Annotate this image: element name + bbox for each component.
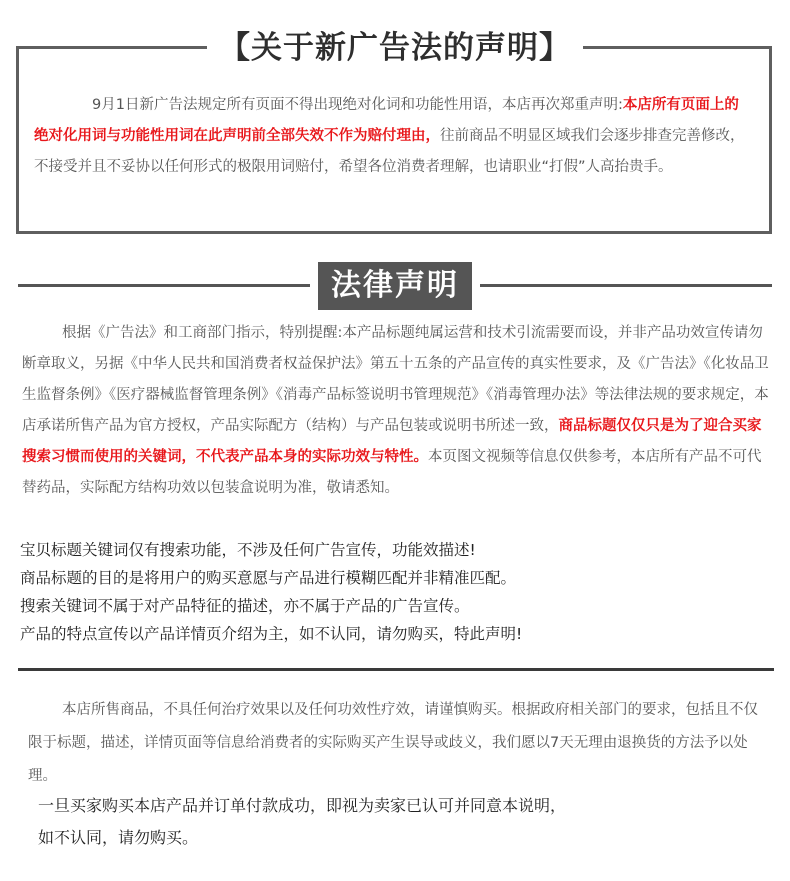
notice-red-text: 本店所有页面上的绝对化用词与功能性用词在此声明前全部失效不作为赔付理由， bbox=[34, 97, 739, 144]
legal-line: 搜索关键词不属于对产品特征的描述，亦不属于产品的广告宣传。 bbox=[20, 597, 470, 615]
disclaimer-lines bbox=[38, 790, 758, 854]
legal-statement-lines bbox=[20, 536, 772, 648]
legal-line: 宝贝标题关键词仅有搜索功能，不涉及任何广告宣传，功能效描述! bbox=[20, 541, 476, 559]
legal-paragraph bbox=[22, 318, 772, 504]
notice-paragraph bbox=[34, 90, 752, 183]
section-divider bbox=[18, 668, 774, 671]
disclaimer-line: 一旦买家购买本店产品并订单付款成功，即视为卖家已认可并同意本说明， bbox=[38, 796, 567, 815]
legal-text-1: 根据《广告法》和工商部门指示，特别提醒:本产品标题纯属运营和技术引流需要而设，并非产品功效宣传请勿断章取义，另据《中华人民共和国消费者权益保护法》第五十五条的产品宣传的真实性要求，及《广告法》《化妆品卫生监督条例》《医疗器械监督管理条例》《消毒产品标签说明书管理规范》《消毒管理办法》等法律法规的要求规定，本店承诺所售产品为官方授权，产品实际配方（结构）与产品包装或说明书所述一致， bbox=[22, 325, 769, 434]
legal-line: 产品的特点宣传以产品详情页介绍为主，如不认同，请勿购买，特此声明! bbox=[20, 625, 523, 643]
notice-text-2: 往前商品不明显区域我们会逐步排查完善修改，不接受并且不妥协以任何形式的极限用词赔付，希望各位消费者理解，也请职业“打假”人高抬贵手。 bbox=[34, 128, 745, 175]
disclaimer-line: 如不认同，请勿购买。 bbox=[38, 828, 199, 847]
notice-title bbox=[0, 28, 790, 68]
legal-text-2: 本页图文视频等信息仅供参考，本店所有产品不可代替药品，实际配方结构功效以包装盒说明为准，敬请悉知。 bbox=[22, 449, 762, 496]
notice-title-text: 【关于新广告法的声明】 bbox=[207, 30, 583, 66]
disclaimer-text: 本店所售商品，不具任何治疗效果以及任何功效性疗效，请谨慎购买。根据政府相关部门的要求，包括且不仅限于标题，描述，详情页面等信息给消费者的实际购买产生误导或歧义，我们愿以7天无理由退换货的方法予以处理。 bbox=[28, 702, 758, 784]
legal-title: 法律声明 bbox=[310, 262, 480, 310]
notice-text-1: 9月1日新广告法规定所有页面不得出现绝对化词和功能性用语，本店再次郑重声明: bbox=[92, 97, 623, 113]
disclaimer-paragraph bbox=[28, 694, 768, 793]
legal-red-text: 商品标题仅仅只是为了迎合买家搜索习惯而使用的关键词，不代表产品本身的实际功效与特性。 bbox=[22, 418, 762, 465]
legal-line: 商品标题的目的是将用户的购买意愿与产品进行模糊匹配并非精准匹配。 bbox=[20, 569, 517, 587]
